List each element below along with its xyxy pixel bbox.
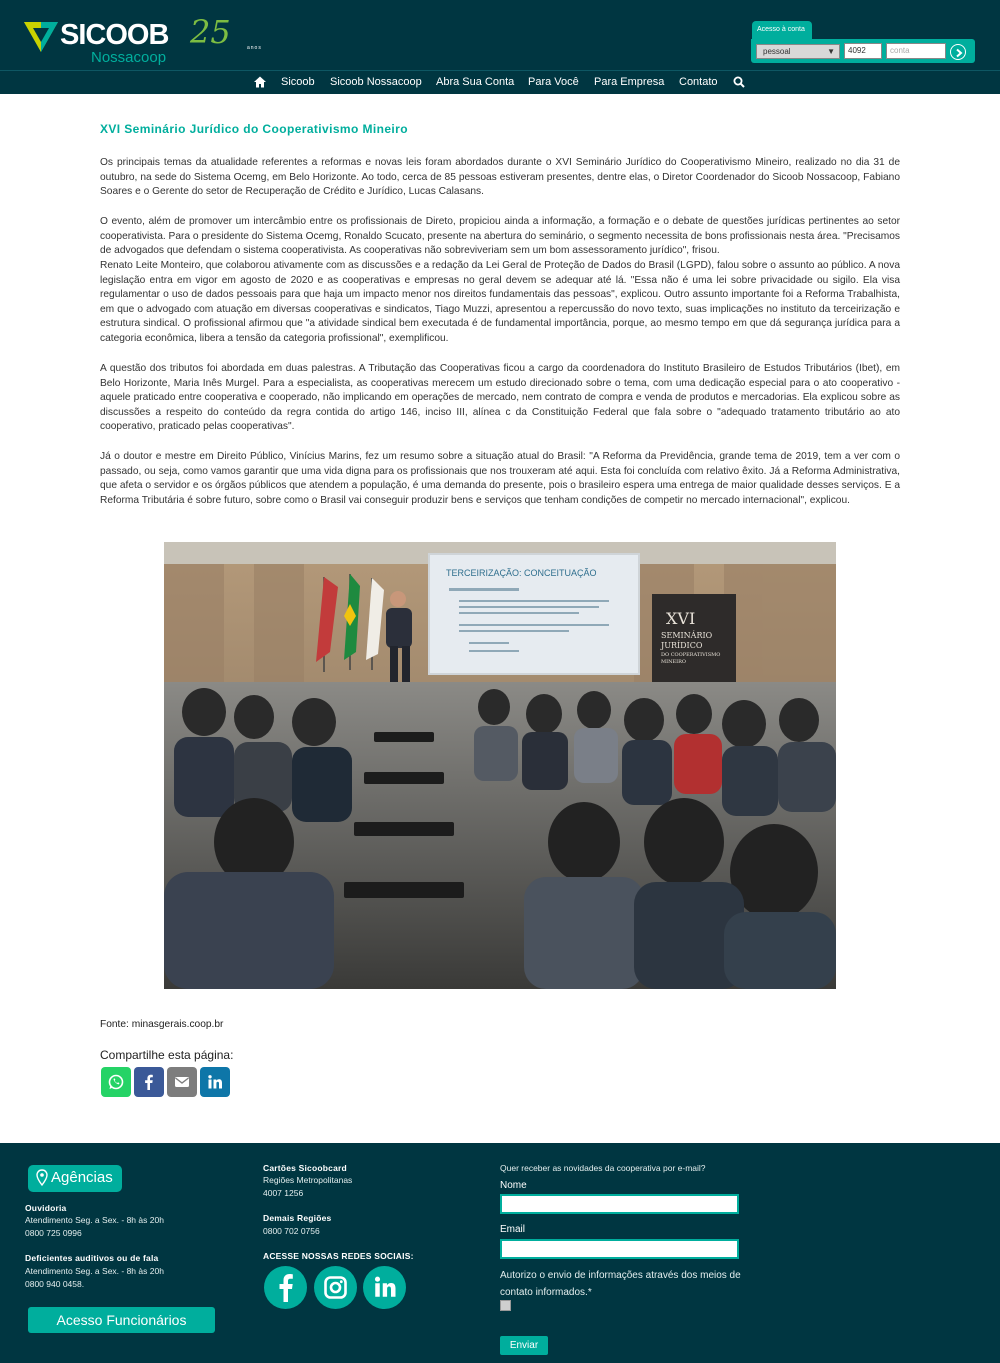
email-input[interactable] — [500, 1239, 739, 1259]
email-icon — [174, 1074, 190, 1090]
article-paragraph-2: O evento, além de promover um intercâmbio entre os profissionais de Direto, propiciou ainda a informação, a formação e o debate de questões jurídicas pertinentes ao setor cooperativista. Para o presidente do Sistema Ocemg, Ronaldo Scucato, presente na abertura do seminário, o segmento necessita de bons profissionais nesta área. "Precisamos de advogados que defendam o sistema cooperativista. As cooperativas não sobreviveriam sem um bom assessoramento jurídico", frisou. — [100, 216, 900, 257]
cartoes-phone: 4007 1256 — [263, 1188, 304, 1198]
nav-item-contato[interactable]: Contato — [679, 76, 718, 88]
demais-regioes-phone: 0800 702 0756 — [263, 1226, 320, 1236]
share-email-button[interactable] — [167, 1067, 197, 1097]
account-access-form — [751, 39, 975, 63]
slide-title: TERCEIRIZAÇÃO: CONCEITUAÇÃO — [446, 568, 597, 578]
whatsapp-icon — [108, 1074, 124, 1090]
site-footer — [0, 1143, 1000, 1363]
consent-checkbox[interactable] — [500, 1300, 511, 1311]
svg-text:XVI: XVI — [666, 609, 696, 628]
brand-sub-name: Nossacoop — [91, 49, 167, 66]
nav-item-sicoob[interactable]: Sicoob — [281, 76, 315, 88]
newsletter-question: Quer receber as novidades da cooperativa por e-mail? — [500, 1163, 706, 1173]
agencia-input[interactable]: 4092 — [844, 43, 882, 59]
article-source: Fonte: minasgerais.coop.br — [100, 1019, 224, 1030]
agencias-button[interactable] — [28, 1165, 122, 1192]
main-nav — [0, 70, 1000, 94]
article-paragraph-4: A questão dos tributos foi abordada em duas palestras. A Tributação das Cooperativas ficou a cargo da coordenadora do Instituto Brasileiro de Estudos Tributários (Ibet), em Belo Horizonte, Maria Inês Murgel. Para a especialista, as cooperativas merecem um estudo direcionado sobre o tema, com uma dedicação especial para o ato cooperativo - aquele praticado entre cooperativa e cooperado, não implicando em operações de mercado, nem contrato de compra e venda de produtos e mercadorias. Ela explicou sobre as discussões a respeito do conteúdo da regra contida do artigo 146, inciso III, alínea c da Constituição Federal que fala sobre o "adequado tratamento tributário ao ato cooperativo, praticado pelas cooperativas". — [100, 363, 900, 433]
nav-item-para-voce[interactable]: Para Você — [528, 76, 579, 88]
linkedin-icon — [373, 1275, 397, 1299]
nome-input[interactable] — [500, 1194, 739, 1214]
nav-item-para-empresa[interactable]: Para Empresa — [594, 76, 665, 88]
linkedin-icon — [207, 1074, 223, 1090]
cartoes-regions: Regiões Metropolitanas — [263, 1175, 353, 1185]
site-header — [0, 0, 1000, 70]
facebook-icon — [276, 1274, 296, 1302]
deficientes-phone: 0800 940 0458. — [25, 1279, 85, 1289]
anniversary-word: anos — [247, 45, 262, 51]
cartoes-title: Cartões Sicoobcard — [263, 1163, 347, 1173]
anniversary-logo — [190, 13, 270, 54]
deficientes-hours: Atendimento Seg. a Sex. - 8h às 20h — [25, 1266, 164, 1276]
share-facebook-button[interactable] — [134, 1067, 164, 1097]
facebook-link[interactable] — [264, 1266, 307, 1309]
brand-name: SICOOB — [60, 19, 169, 51]
nav-item-abra-sua-conta[interactable]: Abra Sua Conta — [436, 76, 515, 88]
dropdown-arrow-icon: ▼ — [827, 47, 835, 56]
chevron-right-icon — [954, 48, 964, 58]
map-pin-icon — [36, 1169, 48, 1187]
nav-bar — [246, 71, 752, 94]
seminar-photo — [164, 542, 836, 989]
search-icon[interactable] — [733, 76, 745, 88]
social-title: ACESSE NOSSAS REDES SOCIAIS: — [263, 1251, 414, 1261]
anniversary-number: 25 — [190, 13, 231, 51]
conta-input[interactable]: conta — [886, 43, 946, 59]
linkedin-link[interactable] — [363, 1266, 406, 1309]
article-paragraph-5: Já o doutor e mestre em Direito Público, Vinícius Marins, fez um resumo sobre a situação atual do Brasil: "A Reforma da Previdência, grande tema de 2019, tem a ver com o passado, ou seja, como vamos garantir que uma vida digna para os profissionais que nos trouxeram até aqui. Esta foi concluída com relativo êxito. Já a Reforma Administrativa, que afeta o servidor e os órgãos públicos que atendem a população, é uma demanda do presente, pois o brasileiro espera uma entrega de maior qualidade desses serviços. E a Reforma Tributária é sobre futuro, sobre como o Brasil vai conseguir produzir bens e serviços que tenham condições de competir no mercado internacional", explicou. — [100, 451, 900, 506]
ouvidoria-hours: Atendimento Seg. a Sex. - 8h às 20h — [25, 1215, 164, 1225]
article-paragraph-1: Os principais temas da atualidade referentes a reformas e novas leis foram abordados durante o XVI Seminário Jurídico do Cooperativismo Mineiro, realizado no dia 31 de outubro, na sede do Sistema Ocemg, em Belo Horizonte. Ao todo, cerca de 85 pessoas estiveram presentes, dentre elas, o Diretor Coordenador do Sicoob Nossacoop, Fabiano Soares e o Gerente do setor de Recuperação de Crédito e Jurídico, Lucas Calasans. — [100, 157, 900, 198]
instagram-link[interactable] — [314, 1266, 357, 1309]
home-icon[interactable] — [254, 76, 266, 88]
login-submit-button[interactable] — [950, 44, 966, 60]
email-label: Email — [500, 1224, 526, 1235]
consent-text: Autorizo o envio de informações através dos meios de contato informados.* — [500, 1270, 741, 1298]
sicoob-logo-icon — [24, 20, 58, 54]
share-whatsapp-button[interactable] — [101, 1067, 131, 1097]
share-label: Compartilhe esta página: — [100, 1048, 234, 1062]
sicoob-logo[interactable] — [24, 18, 174, 68]
share-linkedin-button[interactable] — [200, 1067, 230, 1097]
demais-regioes-title: Demais Regiões — [263, 1213, 332, 1223]
agencias-label: Agências — [51, 1169, 113, 1186]
seminar-photo-illustration — [164, 542, 836, 989]
account-type-value: pessoal — [763, 47, 791, 56]
acesso-funcionarios-button[interactable]: Acesso Funcionários — [28, 1307, 215, 1333]
nav-item-sicoob-nossacoop[interactable]: Sicoob Nossacoop — [330, 76, 422, 88]
svg-text:SEMINÁRIO: SEMINÁRIO — [661, 631, 713, 640]
send-button[interactable]: Enviar — [500, 1336, 548, 1355]
account-access-tab[interactable]: Acesso à conta — [752, 21, 812, 39]
deficientes-title: Deficientes auditivos ou de fala — [25, 1253, 159, 1263]
account-type-select[interactable] — [756, 44, 840, 59]
instagram-icon — [324, 1276, 347, 1299]
ouvidoria-title: Ouvidoria — [25, 1203, 67, 1213]
svg-text:JURÍDICO: JURÍDICO — [661, 641, 703, 650]
ouvidoria-phone: 0800 725 0996 — [25, 1228, 82, 1238]
facebook-icon — [141, 1074, 157, 1090]
article-title: XVI Seminário Jurídico do Cooperativismo Mineiro — [100, 122, 408, 136]
svg-text:MINEIRO: MINEIRO — [661, 659, 686, 665]
svg-text:DO COOPERATIVISMO: DO COOPERATIVISMO — [661, 652, 721, 658]
nome-label: Nome — [500, 1180, 527, 1191]
article-paragraph-3: Renato Leite Monteiro, que colaborou ativamente com as discussões e a redação da Lei Geral de Proteção de Dados do Brasil (LGPD), falou sobre o assunto ao público. A nova legislação entra em vigor em agosto de 2020 e as cooperativas e empresas no geral devem se adequar até lá. "Essa não é uma lei sobre privacidade ou sigilo. Ela visa regulamentar o uso de dados pessoais para que haja um impacto menor nos direitos fundamentais das pessoas", explicou. Outro assunto importante foi a Reforma Trabalhista, em que o advogado com atuação em diversas cooperativas e sindicatos, Tiago Muzzi, apresentou a repercussão do novo texto, suas implicações no instituto da terceirização e estrutura sindical. O profissional afirmou que "a atividade sindical bem executada é de fundamental importância, porque, ao mesmo tempo em que dá segurança jurídica para a categoria econômica, libera a tensão da categoria profissional", exemplificou. — [100, 260, 900, 344]
